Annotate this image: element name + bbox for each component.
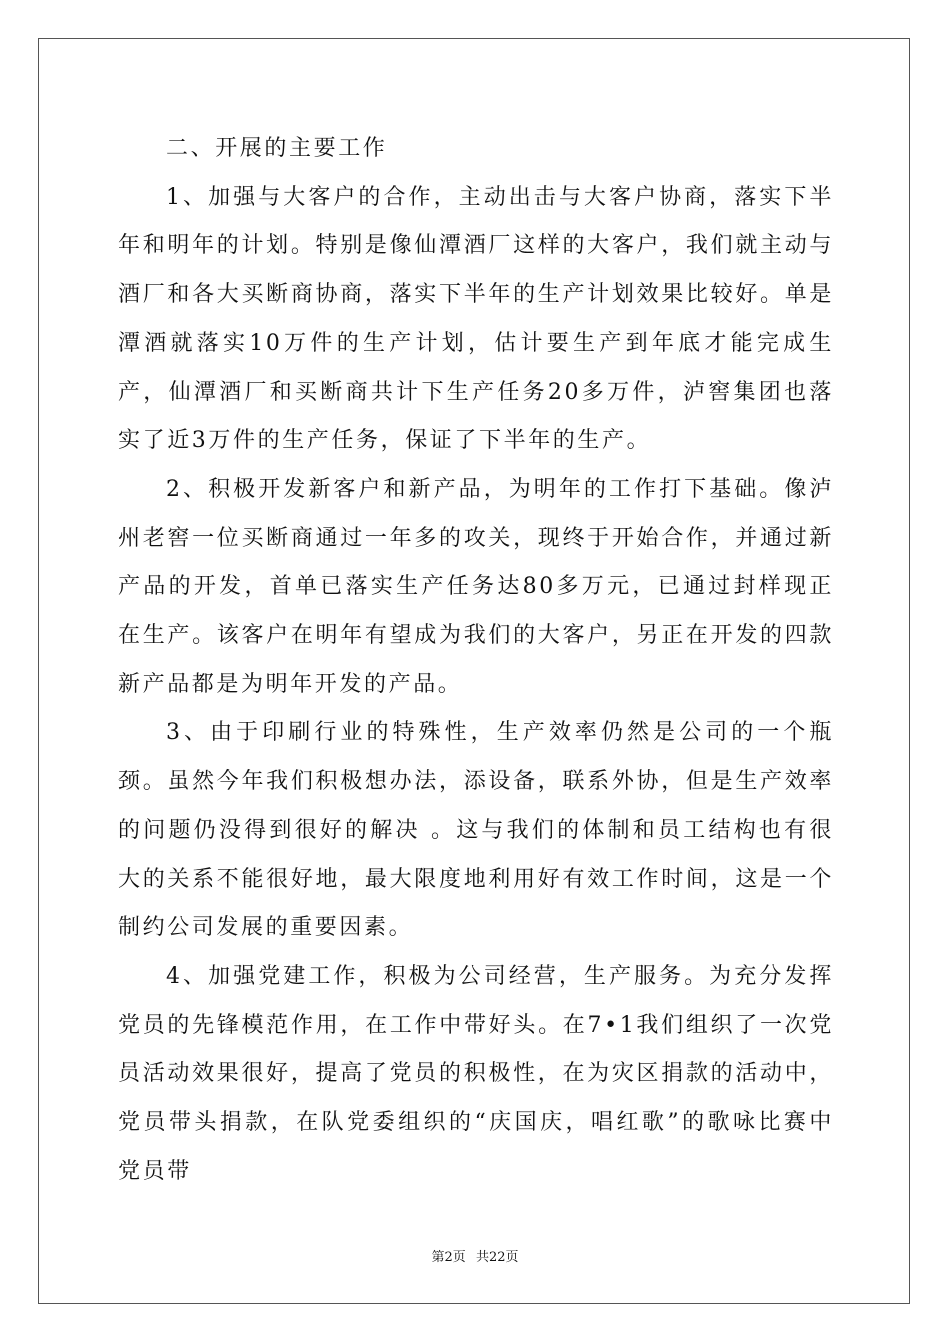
page-total: 共22页 xyxy=(475,1250,519,1265)
document-body xyxy=(118,125,834,1196)
paragraph-3: 3、由于印刷行业的特殊性，生产效率仍然是公司的一个瓶颈。虽然今年我们积极想办法，添设备，联系外协，但是生产效率的问题仍没得到很好的解决 。这与我们的体制和员工结构也有很大的关系不能很好地，最大限度地利用好有效工作时间，这是一个制约公司发展的重要因素。 xyxy=(118,720,834,941)
page-footer xyxy=(0,1246,950,1265)
paragraph-1: 1、加强与大客户的合作，主动出击与大客户协商，落实下半年和明年的计划。特别是像仙潭酒厂这样的大客户，我们就主动与酒厂和各大买断商协商，落实下半年的生产计划效果比较好。单是潭酒就落实10万件的生产计划，估计要生产到年底才能完成生产，仙潭酒厂和买断商共计下生产任务20多万件，泸窖集团也落实了近3万件的生产任务，保证了下半年的生产。 xyxy=(118,184,834,454)
paragraph-4: 4、加强党建工作，积极为公司经营，生产服务。为充分发挥党员的先锋模范作用，在工作中带好头。在7•1我们组织了一次党员活动效果很好，提高了党员的积极性，在为灾区捐款的活动中，党员带头捐款，在队党委组织的“庆国庆，唱红歌”的歌咏比赛中党员带 xyxy=(118,963,834,1184)
section-heading: 二、开展的主要工作 xyxy=(166,136,388,161)
paragraph-2: 2、积极开发新客户和新产品，为明年的工作打下基础。像泸州老窖一位买断商通过一年多的攻关，现终于开始合作，并通过新产品的开发，首单已落实生产任务达80多万元，已通过封样现正在生产。该客户在明年有望成为我们的大客户，另正在开发的四款新产品都是为明年开发的产品。 xyxy=(118,476,834,697)
page-number: 第2页 xyxy=(431,1250,466,1265)
